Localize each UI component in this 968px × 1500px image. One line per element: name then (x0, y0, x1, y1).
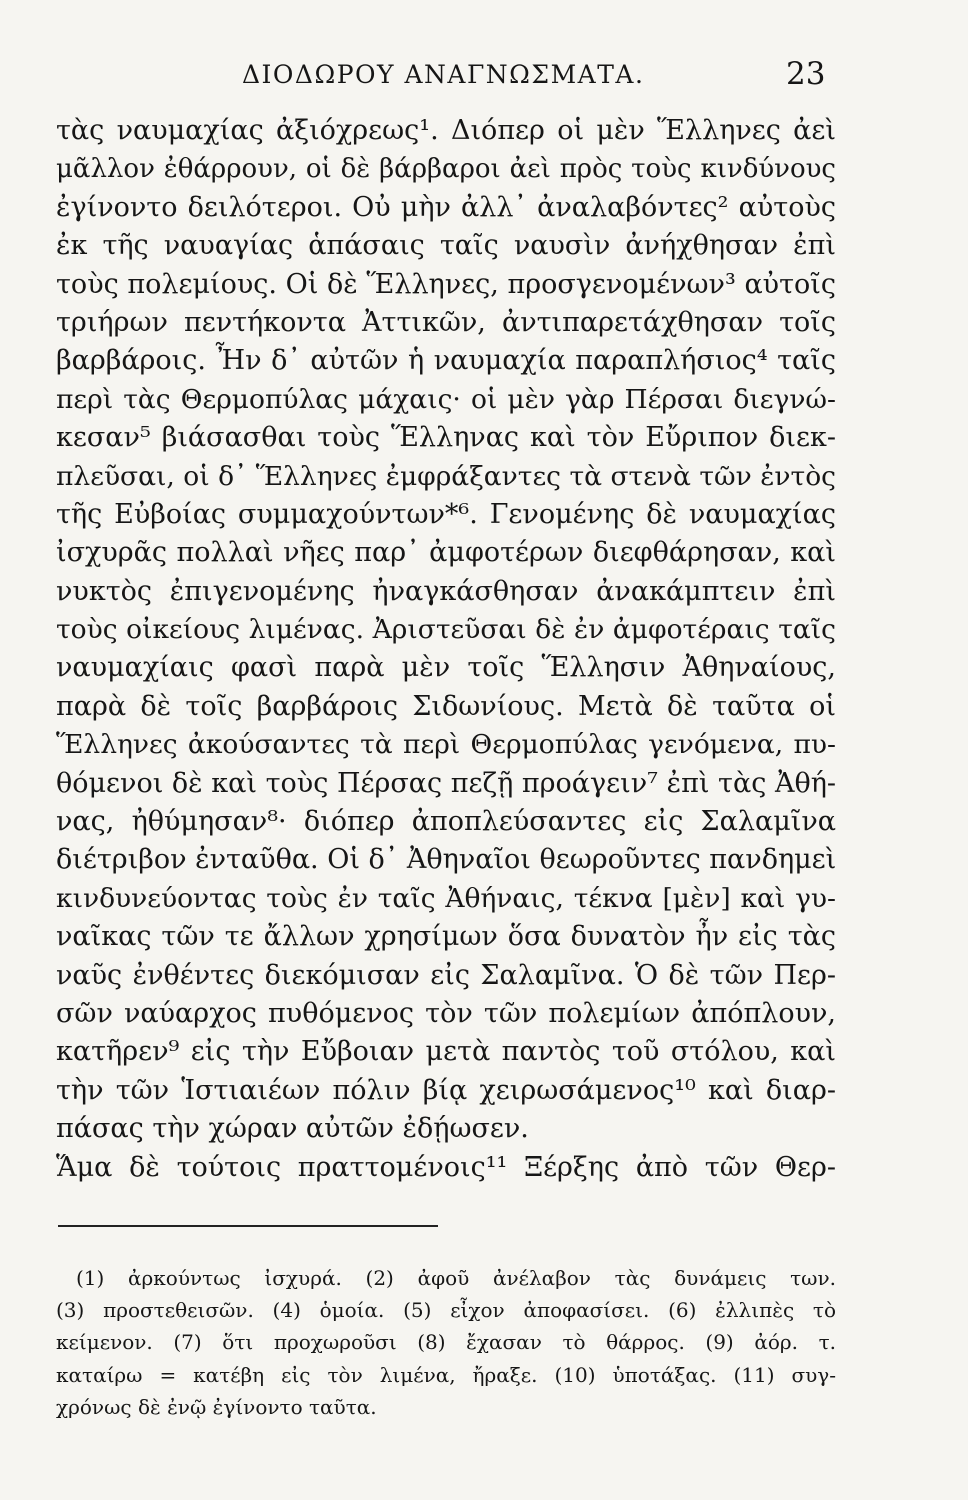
text-line: πλεῦσαι, οἱ δ᾽ Ἕλληνες ἐμφράξαντες τὰ στενὰ τῶν ἐντὸς (56, 460, 836, 492)
text-line: ἐκ τῆς ναυαγίας ἁπάσαις ταῖς ναυσὶν ἀνήχθησαν ἐπὶ (56, 230, 836, 262)
text-line: μᾶλλον ἐθάρρουν, οἱ δὲ βάρβαροι ἀεὶ πρὸς τοὺς κινδύνους (56, 154, 836, 185)
text-line: ἐγίνοντο δειλότεροι. Οὐ μὴν ἀλλ᾽ ἀναλαβόντες² αὐτοὺς (56, 191, 836, 223)
text-line: τοὺς πολεμίους. Οἱ δὲ Ἕλληνες, προσγενομένων³ αὐτοῖς (56, 268, 836, 300)
body-text (56, 112, 836, 1187)
text-line: ναῖκας τῶν τε ἄλλων χρησίμων ὅσα δυνατὸν ἦν εἰς τὰς (56, 921, 836, 953)
running-head (0, 56, 968, 100)
text-line: περὶ τὰς Θερμοπύλας μάχαις· οἱ μὲν γὰρ Πέρσαι διεγνώ- (56, 383, 836, 415)
text-line: τὴν τῶν Ἱστιαιέων πόλιν βίᾳ χειρωσάμενος¹⁰ καὶ διαρ- (56, 1074, 836, 1106)
text-line: σῶν ναύαρχος πυθόμενος τὸν τῶν πολεμίων ἀπόπλουν, (56, 997, 836, 1029)
text-line: κατῆρεν⁹ εἰς τὴν Εὔβοιαν μετὰ παντὸς τοῦ στόλου, καὶ (56, 1036, 836, 1068)
text-line: πάσας τὴν χώραν αὐτῶν ἐδῄωσεν. (56, 1113, 529, 1145)
text-line: τοὺς οἰκείους λιμένας. Ἀριστεῦσαι δὲ ἐν ἀμφοτέραις ταῖς (56, 614, 836, 646)
text-line: Ἅμα δὲ τούτοις πραττομένοις¹¹ Ξέρξης ἀπὸ τῶν Θερ- (56, 1151, 836, 1183)
text-line: νας, ἠθύμησαν⁸· διόπερ ἀποπλεύσαντες εἰς Σαλαμῖνα (56, 806, 836, 838)
text-line: παρὰ δὲ τοῖς βαρβάροις Σιδωνίους. Μετὰ δὲ ταῦτα οἱ (56, 690, 836, 722)
text-line: τὰς ναυμαχίας ἀξιόχρεως¹. Διόπερ οἱ μὲν Ἕλληνες ἀεὶ (56, 115, 836, 146)
text-line: βαρβάροις. Ἦν δ᾽ αὐτῶν ἡ ναυμαχία παραπλήσιος⁴ ταῖς (56, 345, 836, 377)
text-line: κινδυνεύοντας τοὺς ἐν ταῖς Ἀθήναις, τέκνα [μὲν] καὶ γυ- (56, 882, 836, 914)
text-line: τῆς Εὐβοίας συμμαχούντων*⁶. Γενομένης δὲ ναυμαχίας (56, 498, 836, 530)
text-line: νυκτὸς ἐπιγενομένης ἠναγκάσθησαν ἀνακάμπτειν ἐπὶ (56, 575, 836, 607)
text-line: τριήρων πεντήκοντα Ἀττικῶν, ἀντιπαρετάχθησαν τοῖς (56, 306, 836, 338)
footnote-line: καταίρω = κατέβη εἰς τὸν λιμένα, ἤραξε. (10) ὑποτάξας. (11) συγ- (56, 1362, 836, 1387)
footnote-line: κείμενον. (7) ὅτι προχωροῦσι (8) ἔχασαν τὸ θάρρος. (9) ἀόρ. τ. (56, 1330, 836, 1355)
text-line: ἰσχυρᾶς πολλαὶ νῆες παρ᾽ ἀμφοτέρων διεφθάρησαν, καὶ (56, 537, 836, 569)
footnotes (56, 1262, 836, 1423)
text-line: διέτριβον ἐνταῦθα. Οἱ δ᾽ Ἀθηναῖοι θεωροῦντες πανδημεὶ (56, 844, 837, 876)
footnote-line: (3) προστεθεισῶν. (4) ὁμοία. (5) εἶχον ἀποφασίσει. (6) ἐλλιπὲς τὸ (56, 1298, 836, 1323)
text-line: κεσαν⁵ βιάσασθαι τοὺς Ἕλληνας καὶ τὸν Εὔριπον διεκ- (56, 422, 836, 454)
footnote-rule (58, 1225, 438, 1227)
footnote-line: (1) ἀρκούντως ἰσχυρά. (2) ἀφοῦ ἀνέλαβον τὰς δυνάμεις των. (76, 1266, 836, 1290)
text-line: θόμενοι δὲ καὶ τοὺς Πέρσας πεζῇ προάγειν⁷ ἐπὶ τὰς Ἀθή- (56, 767, 836, 799)
running-title: ΔΙΟΔΩΡΟΥ ΑΝΑΓΝΩΣΜΑΤΑ. (242, 60, 645, 89)
text-line: ναῦς ἐνθέντες διεκόμισαν εἰς Σαλαμῖνα. Ὁ δὲ τῶν Περ- (56, 959, 836, 991)
footnote-line: χρόνως δὲ ἐνῷ ἐγίνοντο ταῦτα. (56, 1394, 377, 1419)
text-line: ναυμαχίαις φασὶ παρὰ μὲν τοῖς Ἕλλησιν Ἀθηναίους, (56, 652, 836, 684)
page-number: 23 (786, 56, 826, 92)
text-line: Ἕλληνες ἀκούσαντες τὰ περὶ Θερμοπύλας γενόμενα, πυ- (56, 729, 836, 761)
